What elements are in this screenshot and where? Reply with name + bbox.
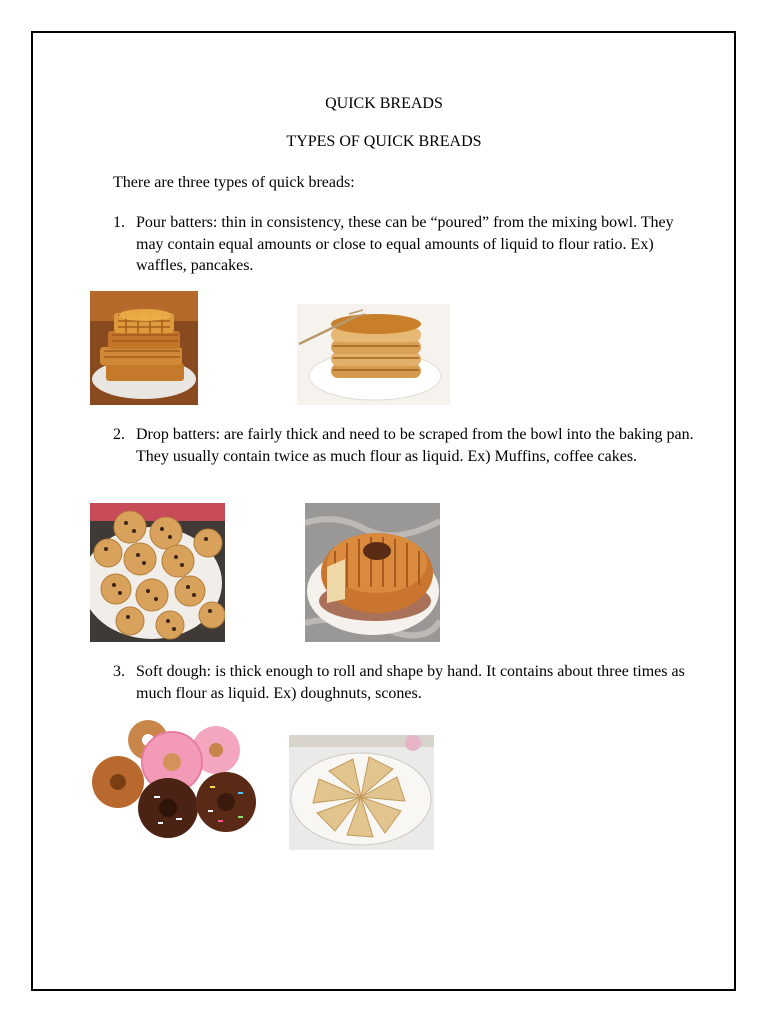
list-item-text: Drop batters: are fairly thick and need to be scraped from the bowl into the baking pan. They usually contain twice as much flour as liquid. Ex) Muffins, coffee cakes. — [136, 426, 694, 465]
list-item-text: Pour batters: thin in consistency, these can be “poured” from the mixing bowl. They may contain equal amounts or close to equal amounts of liquid to flour ratio. Ex) waffles, pancakes. — [136, 214, 674, 274]
pancakes-image — [297, 304, 450, 405]
scones-image — [289, 735, 434, 850]
document-title: QUICK BREADS — [325, 95, 443, 112]
waffles-image — [90, 291, 198, 405]
list-item-number: 2. — [113, 426, 125, 443]
intro-text: There are three types of quick breads: — [113, 174, 355, 191]
doughnuts-image — [88, 720, 258, 850]
muffins-image — [90, 503, 225, 642]
coffee-cake-image — [305, 503, 440, 642]
list-item-number: 3. — [113, 663, 125, 680]
list-item-text: Soft dough: is thick enough to roll and shape by hand. It contains about three times as much flour as liquid. Ex) doughnuts, scones. — [136, 663, 685, 702]
list-item-number: 1. — [113, 214, 125, 231]
document-subtitle: TYPES OF QUICK BREADS — [286, 133, 482, 150]
